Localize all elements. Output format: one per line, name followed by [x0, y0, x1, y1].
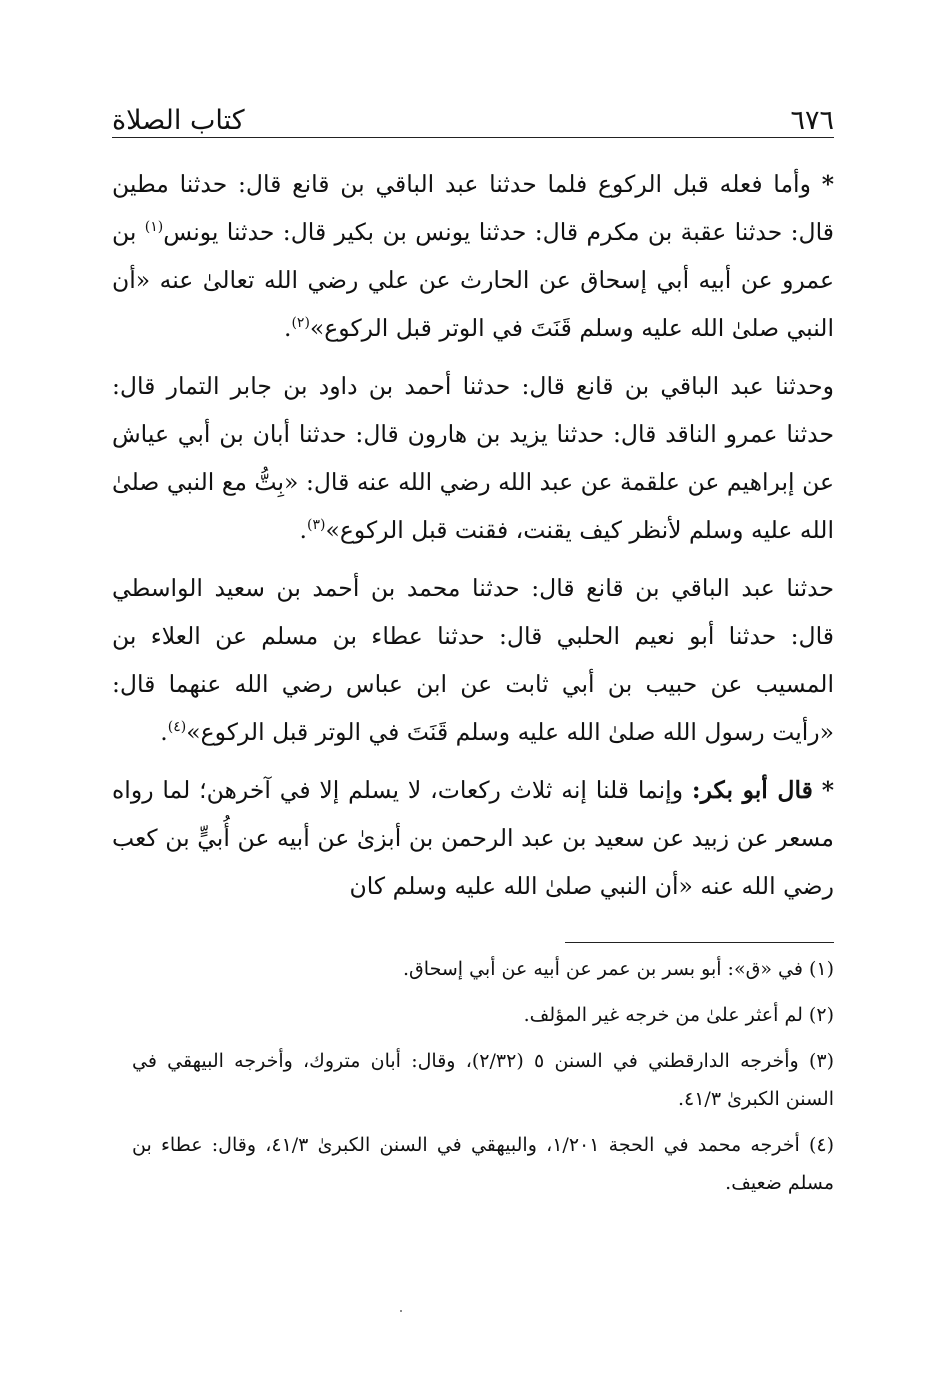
chapter-title: كتاب الصلاة: [112, 105, 245, 136]
paragraph-3: [112, 564, 834, 756]
paragraph-4: [112, 766, 834, 910]
footnote-divider: [565, 942, 834, 943]
footnote-4: (٤) أخرجه محمد في الحجة ١/٢٠١، والبيهقي في السنن الكبرىٰ ٤١/٣، وقال: عطاء بن مسلم ضعيف.: [132, 1134, 835, 1194]
paragraph-text-continued: بن عمرو عن أبيه أبي إسحاق عن الحارث عن علي رضي الله تعالىٰ عنه «أن النبي صلىٰ الله عليه وسلم قَنَتَ في الوتر قبل الركوع»: [112, 218, 834, 342]
footnote-marker-2: (٢): [291, 315, 310, 332]
paragraph-text: وحدثنا عبد الباقي بن قانع قال: حدثنا أحمد بن داود بن جابر التمار قال: حدثنا عمرو الناقد قال: حدثنا يزيد بن هارون قال: حدثنا أبان بن أبي عياش عن إبراهيم عن علقمة عن عبد الله رضي الله عنه قال: «بِتُّ مع النبي صلىٰ الله عليه وسلم لأنظر كيف يقنت، فقنت قبل الركوع»: [112, 372, 834, 544]
paragraph-bullet: *: [821, 776, 834, 804]
paragraph-1: [112, 160, 834, 352]
footnote-marker-1: (١): [144, 219, 164, 236]
paragraph-end: .: [283, 314, 292, 342]
paragraph-2: [112, 362, 834, 554]
footnotes: [132, 950, 834, 1210]
running-header: [112, 88, 834, 138]
scan-speck: [400, 1310, 402, 1312]
footnote-marker-3: (٣): [306, 517, 326, 534]
footnote-3: (٣) وأخرجه الدارقطني في السنن ٥ (٢/٣٢)، وقال: أبان متروك، وأخرجه البيهقي في السنن الكبرىٰ ٤١/٣.: [132, 1050, 835, 1110]
header-divider: [112, 137, 834, 138]
paragraph-bullet: *: [821, 170, 834, 198]
paragraph-end: .: [299, 516, 307, 544]
page-number: ٦٧٦: [790, 105, 834, 136]
footnote-marker-4: (٤): [167, 719, 187, 736]
paragraph-end: .: [160, 718, 168, 746]
paragraph-lead: قال أبو بكر:: [691, 776, 813, 804]
paragraph-text: وإنما قلنا إنه ثلاث ركعات، لا يسلم إلا في آخرهن؛ لما رواه مسعر عن زبيد عن سعيد بن عبد الرحمن بن أبزىٰ عن أبيه عن أُبيٍّ بن كعب رضي الله عنه «أن النبي صلىٰ الله عليه وسلم كان: [112, 776, 834, 900]
paragraph-text: حدثنا عبد الباقي بن قانع قال: حدثنا محمد بن أحمد بن سعيد الواسطي قال: حدثنا أبو نعيم الحلبي قال: حدثنا عطاء بن مسلم عن العلاء بن المسيب عن حبيب بن أبي ثابت عن ابن عباس رضي الله عنهما قال: «رأيت رسول الله صلىٰ الله عليه وسلم قَنَتَ في الوتر قبل الركوع»: [112, 574, 834, 746]
footnote-2: (٢) لم أعثر علىٰ من خرجه غير المؤلف.: [523, 1004, 834, 1026]
footnote-1: (١) في «ق»: أبو بسر بن عمر عن أبيه عن أبي إسحاق.: [403, 958, 834, 980]
paragraph-text: وأما فعله قبل الركوع فلما حدثنا عبد الباقي بن قانع قال: حدثنا مطين قال: حدثنا عقبة بن مكرم قال: حدثنا يونس بن بكير قال: حدثنا يونس: [112, 170, 834, 246]
main-text: [112, 160, 834, 920]
